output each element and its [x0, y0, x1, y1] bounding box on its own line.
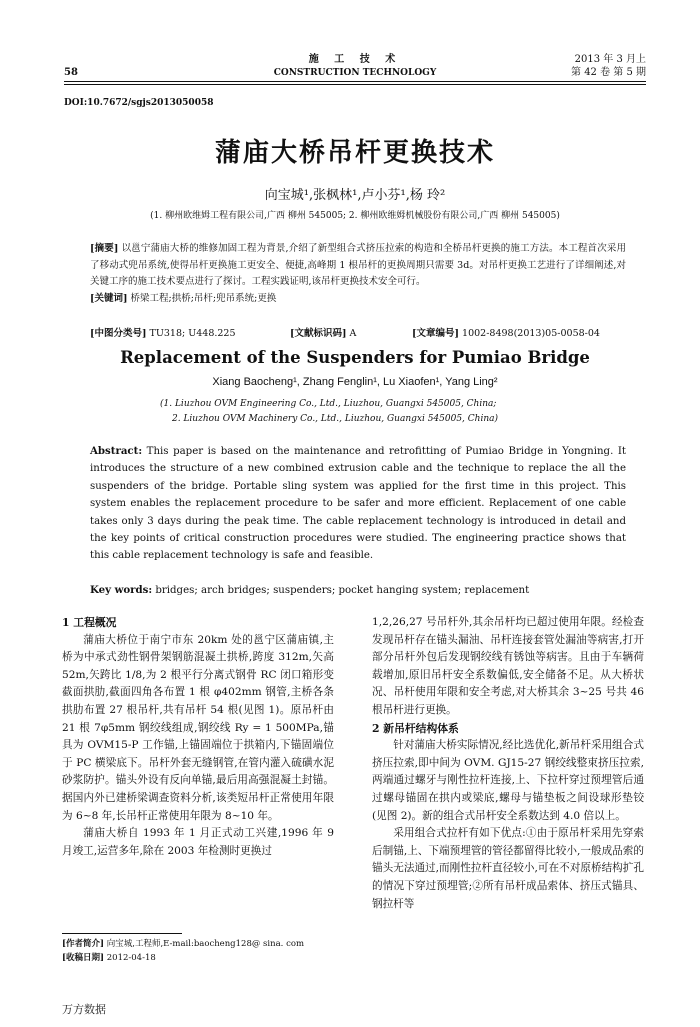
keywords-label-en: Key words: [90, 584, 153, 596]
body-column-left [62, 614, 334, 860]
bio-text: 向宝城,工程师,E-mail:baocheng128@ sina. com [106, 939, 305, 949]
doc-code-value: A [349, 328, 357, 339]
article-no-value: 1002-8498(2013)05-0058-04 [462, 328, 600, 339]
abstract-cn [90, 241, 626, 307]
keywords-label-cn: [关键词] [90, 292, 128, 304]
received-date: 2012-04-18 [106, 953, 156, 963]
article-no-label: [文章编号] [412, 328, 459, 339]
page-number: 58 [64, 67, 78, 78]
affiliations-cn: (1. 柳州欧维姆工程有限公司,广西 柳州 545005; 2. 柳州欧维姆机械股份有限公司,广西 柳州 545005) [150, 211, 560, 221]
received-label: [收稿日期] [62, 953, 105, 963]
authors-cn: 向宝城¹,张枫林¹,卢小芬¹,杨 玲² [264, 188, 446, 203]
abstract-label-en: Abstract: [90, 445, 143, 457]
title-en: Replacement of the Suspenders for Pumiao Bridge [120, 348, 590, 367]
section-1-paragraph-1: 蒲庙大桥位于南宁市东 20km 处的邕宁区蒲庙镇,主桥为中承式劲性钢骨架钢筋混凝土拱桥,跨度 312m,矢高 52m,矢跨比 1/8,为 2 根平行分离式钢骨 RC 闭口箱形变截面拱肋,截面四角各布置 1 根 φ402mm 钢管,主桥各条拱肋布置 27 根吊杆,共有吊杆 54 根(见图 1)。原吊杆由 21 根 7φ5mm 钢绞线组成,钢绞线 Ry = 1 500MPa,锚具为 OVM15-P 工作锚,上锚固端位于拱箱内,下锚固端位于 PC 横梁底下。吊杆外套无缝钢管,在管内灌入硫磺水泥砂浆防护。锚头外设有反向单锚,最后用高强混凝土封锚。据国内外已建桥梁调查资料分析,该类短吊杆正常使用年限为 6~8 年,长吊杆正常使用年限为 8~10 年。 [62, 633, 334, 822]
journal-title-cn: 施 工 技 术 [308, 54, 402, 65]
abstract-text-cn: 以邕宁蒲庙大桥的维修加固工程为背景,介绍了新型组合式挤压拉索的构造和全桥吊杆更换的施工方法。本工程首次采用了移动式兜吊系统,使得吊杆更换施工更安全、便捷,高峰期 1 根吊杆的更换周期只需要 3d。对吊杆更换工艺进行了详细阐述,对关键工序的施工技术要点进行了探讨。工程实践证明,该吊杆更换技术安全可行。 [90, 243, 626, 287]
issue-volume: 第 42 卷 第 5 期 [571, 67, 646, 78]
doc-code-label: [文献标识码] [290, 328, 347, 339]
footnote-received [62, 952, 334, 964]
doi: DOI:10.7672/sgjs2013050058 [64, 98, 214, 108]
title-cn: 蒲庙大桥吊杆更换技术 [214, 138, 495, 168]
affiliation-en-1: (1. Liuzhou OVM Engineering Co., Ltd., Liuzhou, Guangxi 545005, China; [160, 399, 497, 409]
authors-en: Xiang Baocheng¹, Zhang Fenglin¹, Lu Xiaofen¹, Yang Ling² [212, 376, 498, 388]
section-2-heading: 2 新吊杆结构体系 [372, 721, 459, 735]
section-1-heading: 1 工程概况 [62, 616, 117, 629]
journal-title-en: CONSTRUCTION TECHNOLOGY [273, 68, 437, 78]
abstract-en [90, 443, 626, 565]
header-rule [64, 81, 646, 82]
clc-label: [中图分类号] [90, 328, 147, 339]
affiliation-en-2: 2. Liuzhou OVM Machinery Co., Ltd., Liuzhou, Guangxi 545005, China) [172, 414, 499, 424]
keywords-en: bridges; arch bridges; suspenders; pocket hanging system; replacement [155, 585, 530, 596]
clc-value: TU318; U448.225 [149, 328, 236, 339]
footnote-rule [62, 933, 182, 934]
header-rule-thin [64, 84, 646, 85]
footnote-bio [62, 938, 334, 950]
section-1-paragraph-2: 蒲庙大桥自 1993 年 1 月正式动工兴建,1996 年 9 月竣工,运营多年,除在 2003 年检测时更换过 [62, 827, 334, 857]
keywords-en-line [90, 582, 626, 600]
running-header [64, 54, 646, 80]
keywords-cn: 桥梁工程;拱桥;吊杆;兜吊系统;更换 [130, 292, 277, 304]
abstract-text-en: This paper is based on the maintenance and retrofitting of Pumiao Bridge in Yongning. It introduces the structure of a new combined extrusion cable and the technique to replace the all the suspenders of the bridge. Portable sling system was applied for the first time in this project. This system enables the replacement procedure to be safer and more efficient. Replacement of one cable takes only 3 days during the peak time. The cable replacement technology is introduced in detail and the key points of critical construction procedures were studied. The engineering practice shows that this cable replacement technology is safe and feasible. [90, 446, 626, 562]
watermark: 万方数据 [62, 1003, 106, 1016]
issue-date: 2013 年 3 月上 [574, 54, 646, 65]
abstract-label-cn: [摘要] [90, 243, 119, 254]
section-1-continuation: 1,2,26,27 号吊杆外,其余吊杆均已超过使用年限。经检查发现吊杆存在锚头漏油、吊杆连接套管处漏油等病害,打开部分吊杆外包后发现钢绞线有锈蚀等病害。且由于车辆荷载增加,原旧吊杆安全系数偏低,安全储备不足。从大桥状况、吊杆使用年限和安全考虑,对大桥其余 3~25 号共 46 根吊杆进行更换。 [372, 616, 644, 716]
section-2-paragraph-1: 针对蒲庙大桥实际情况,经比选优化,新吊杆采用组合式挤压拉索,即中间为 OVM. GJ15-27 钢绞线整束挤压拉索,两端通过螺牙与刚性拉杆连接,上、下拉杆穿过预埋管后通过螺母锚固在拱内或梁底,螺母与锚垫板之间设球形垫铰(见图 2)。新的组合式吊杆安全系数达到 4.0 倍以上。 [372, 739, 644, 822]
body-column-right [372, 614, 644, 913]
section-2-paragraph-2: 采用组合式拉杆有如下优点:①由于原吊杆采用先穿索后制锚,上、下端预埋管的管径都留得比较小,一般成品索的锚头无法通过,而刚性拉杆直径较小,可在不对原桥结构扩孔的情况下穿过预埋管;②所有吊杆成品索体、挤压式锚具、钢拉杆等 [372, 827, 644, 910]
bio-label: [作者简介] [62, 939, 105, 949]
